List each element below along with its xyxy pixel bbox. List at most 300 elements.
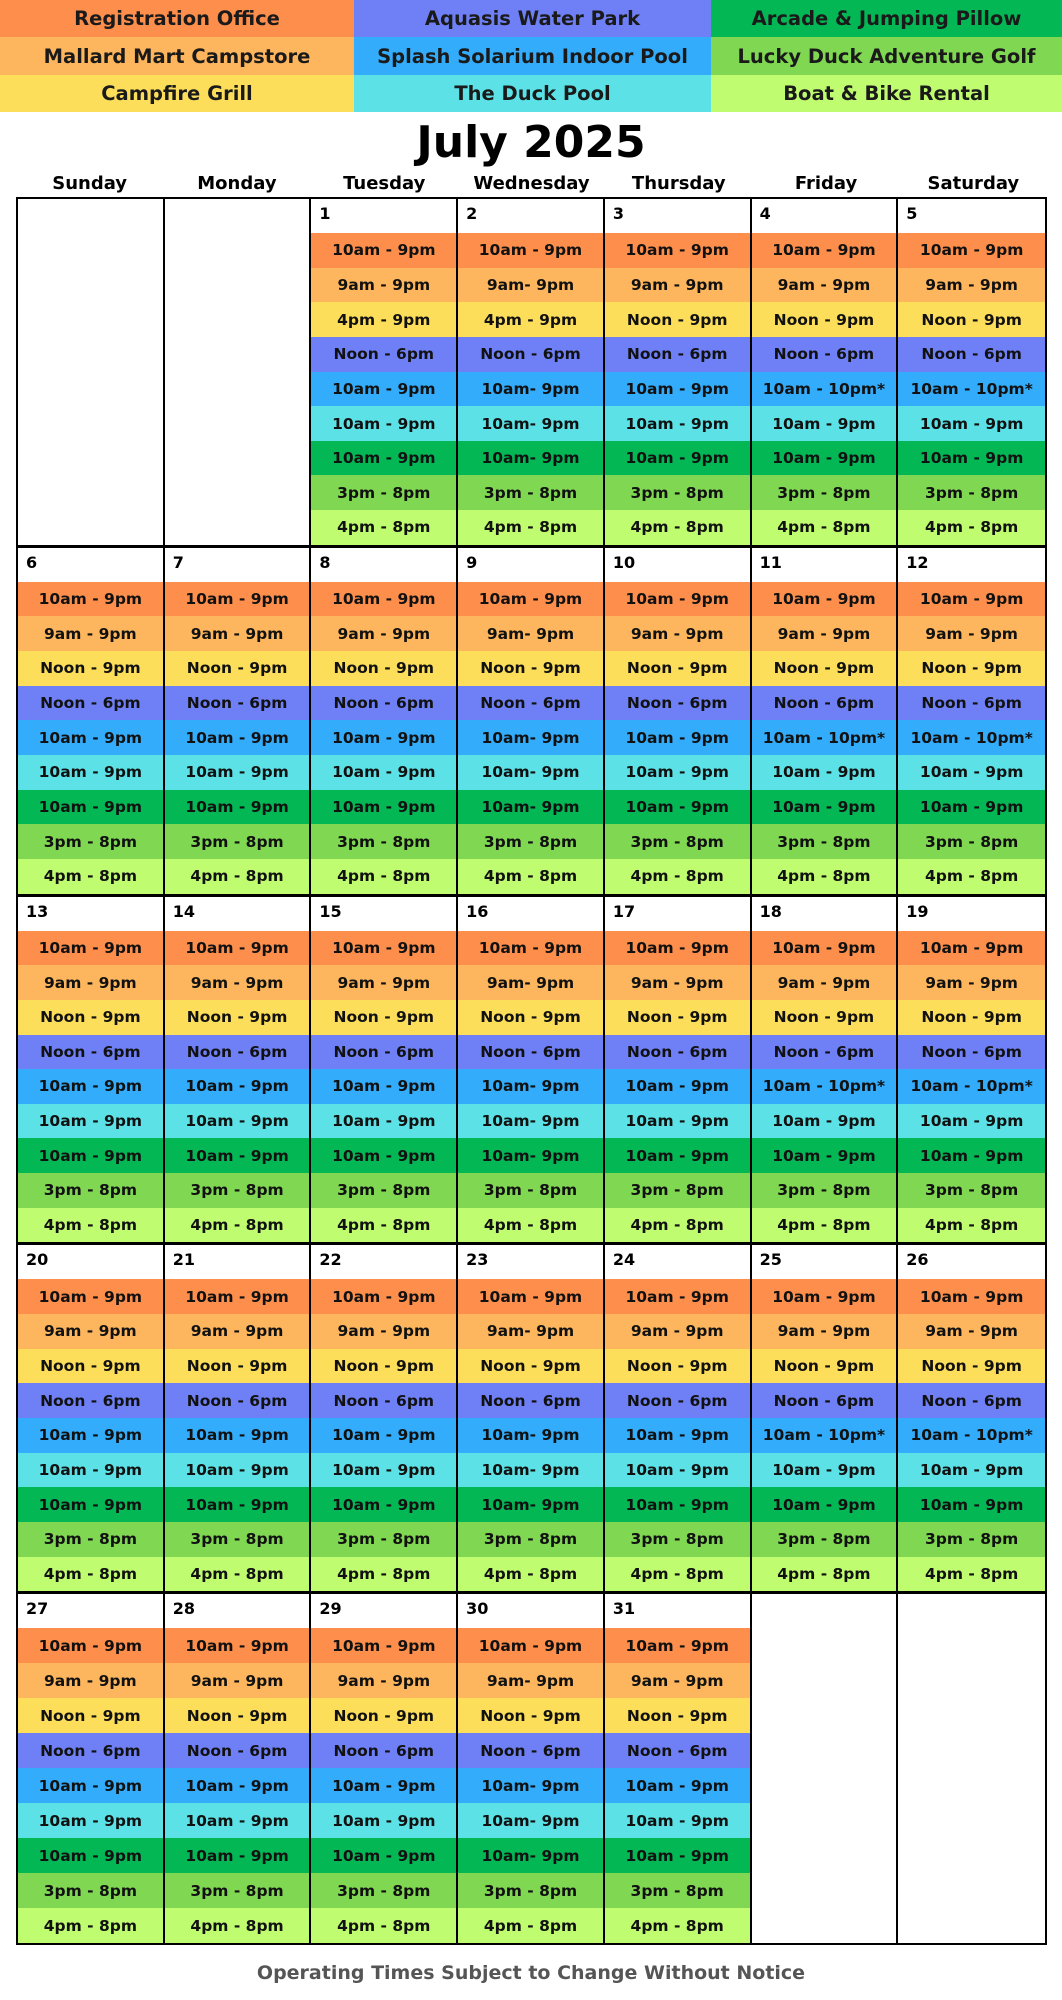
day-cell-6	[18, 548, 165, 897]
hours-slot: 3pm - 8pm	[605, 824, 750, 859]
hours-slot: 3pm - 8pm	[898, 1522, 1045, 1557]
day-cell-5	[898, 199, 1045, 548]
hours-slot: Noon - 9pm	[898, 651, 1045, 686]
hours-slot: 4pm - 8pm	[18, 1557, 163, 1592]
hours-slot: 10am - 9pm	[311, 1628, 456, 1663]
hours-slot: 9am - 9pm	[752, 1314, 897, 1349]
hours-slot: 10am - 9pm	[18, 931, 163, 966]
hours-slot: 3pm - 8pm	[752, 1522, 897, 1557]
day-cell-25	[752, 1245, 899, 1594]
hours-slot: 9am - 9pm	[18, 1314, 163, 1349]
empty-day-cell	[18, 199, 165, 548]
hours-slot: 10am- 9pm	[458, 1453, 603, 1488]
hours-slot: 10am - 9pm	[752, 233, 897, 268]
hours-slot: Noon - 6pm	[165, 686, 310, 721]
legend-item-campfire-grill: Campfire Grill	[0, 75, 354, 112]
hours-slot: Noon - 6pm	[458, 1383, 603, 1418]
hours-slot: 10am - 9pm	[898, 1487, 1045, 1522]
hours-slot: Noon - 9pm	[165, 651, 310, 686]
hours-slot: 4pm - 8pm	[18, 859, 163, 894]
hours-slot: 10am - 9pm	[605, 720, 750, 755]
hours-slot: 10am - 9pm	[311, 1279, 456, 1314]
hours-slot: Noon - 9pm	[311, 1698, 456, 1733]
hours-slot: 10am - 9pm	[18, 1768, 163, 1803]
legend-item-aquasis-water-park: Aquasis Water Park	[354, 0, 711, 37]
day-number: 10	[612, 552, 636, 572]
amenity-legend	[0, 0, 1062, 112]
day-cell-9	[458, 548, 605, 897]
hours-slot: 3pm - 8pm	[165, 1173, 310, 1208]
hours-slot: 10am - 9pm	[898, 406, 1045, 441]
hours-slot: Noon - 9pm	[458, 1000, 603, 1035]
hours-slot: 3pm - 8pm	[18, 1873, 163, 1908]
day-cell-3	[605, 199, 752, 548]
hours-slot: 10am - 9pm	[898, 441, 1045, 476]
hours-slot: Noon - 6pm	[605, 1733, 750, 1768]
empty-day-cell	[165, 199, 312, 548]
day-cell-7	[165, 548, 312, 897]
hours-slot: Noon - 6pm	[898, 337, 1045, 372]
day-cell-17	[605, 897, 752, 1246]
hours-slot: 10am - 9pm	[752, 755, 897, 790]
hours-slot: 10am - 10pm*	[898, 720, 1045, 755]
day-number: 14	[172, 901, 195, 921]
hours-slot: 10am - 9pm	[605, 406, 750, 441]
hours-slot: Noon - 9pm	[605, 1349, 750, 1384]
hours-slot: 4pm - 8pm	[605, 859, 750, 894]
hours-slot: 10am - 9pm	[311, 790, 456, 825]
hours-slot: 3pm - 8pm	[898, 475, 1045, 510]
day-number: 21	[172, 1250, 195, 1270]
hours-slot: 10am - 9pm	[311, 233, 456, 268]
hours-slot: 9am - 9pm	[898, 616, 1045, 651]
hours-slot: Noon - 9pm	[18, 651, 163, 686]
hours-slot: 10am - 9pm	[605, 1104, 750, 1139]
hours-slot: 9am - 9pm	[165, 965, 310, 1000]
hours-slot: 10am- 9pm	[458, 1069, 603, 1104]
day-number: 18	[759, 901, 782, 921]
hours-slot: 4pm - 8pm	[458, 1908, 603, 1943]
hours-slot: 3pm - 8pm	[898, 824, 1045, 859]
day-number: 1	[319, 204, 331, 223]
hours-slot: 10am - 9pm	[311, 441, 456, 476]
hours-slot: 10am- 9pm	[458, 755, 603, 790]
weekday-label: Monday	[197, 173, 277, 194]
hours-slot: 10am - 9pm	[165, 1069, 310, 1104]
hours-slot: 10am- 9pm	[458, 1418, 603, 1453]
hours-slot: 10am - 10pm*	[898, 372, 1045, 407]
hours-slot: Noon - 6pm	[605, 1383, 750, 1418]
hours-slot: Noon - 6pm	[311, 1383, 456, 1418]
hours-slot: 9am - 9pm	[605, 268, 750, 303]
day-number: 2	[466, 204, 478, 223]
hours-slot: 10am - 9pm	[458, 582, 603, 617]
hours-slot: 3pm - 8pm	[18, 1173, 163, 1208]
hours-slot: 4pm - 8pm	[165, 859, 310, 894]
day-number: 15	[319, 901, 342, 921]
hours-slot: 10am - 9pm	[165, 582, 310, 617]
hours-slot: 4pm - 8pm	[605, 1908, 750, 1943]
hours-slot: 4pm - 8pm	[165, 1908, 310, 1943]
hours-slot: 3pm - 8pm	[458, 1873, 603, 1908]
hours-slot: 4pm - 8pm	[605, 1557, 750, 1592]
day-cell-2	[458, 199, 605, 548]
hours-slot: 9am - 9pm	[752, 268, 897, 303]
hours-slot: Noon - 6pm	[752, 1383, 897, 1418]
hours-slot: 3pm - 8pm	[165, 1522, 310, 1557]
hours-slot: 10am - 9pm	[165, 1803, 310, 1838]
hours-slot: Noon - 6pm	[311, 1035, 456, 1070]
day-number: 6	[26, 552, 38, 572]
legend-item-lucky-duck-adventure-golf: Lucky Duck Adventure Golf	[711, 37, 1062, 75]
hours-slot: 10am- 9pm	[458, 720, 603, 755]
hours-slot: 3pm - 8pm	[311, 475, 456, 510]
day-cell-23	[458, 1245, 605, 1594]
hours-slot: 10am- 9pm	[458, 372, 603, 407]
hours-slot: 10am - 9pm	[165, 1628, 310, 1663]
day-number: 24	[612, 1250, 636, 1270]
hours-slot: 10am - 9pm	[18, 1487, 163, 1522]
calendar-grid	[16, 197, 1047, 1945]
hours-slot: 9am - 9pm	[18, 1663, 163, 1698]
day-number: 3	[612, 204, 624, 223]
day-cell-31	[605, 1594, 752, 1943]
hours-slot: 10am - 9pm	[752, 441, 897, 476]
hours-slot: 9am - 9pm	[898, 268, 1045, 303]
day-number: 17	[612, 901, 636, 921]
hours-slot: 9am- 9pm	[458, 965, 603, 1000]
day-number: 16	[466, 901, 489, 921]
hours-slot: 10am - 9pm	[18, 790, 163, 825]
day-cell-11	[752, 548, 899, 897]
hours-slot: 10am - 9pm	[311, 1838, 456, 1873]
weekday-label: Thursday	[631, 173, 726, 194]
hours-slot: 10am - 9pm	[898, 1453, 1045, 1488]
hours-slot: 3pm - 8pm	[165, 1873, 310, 1908]
hours-slot: Noon - 9pm	[752, 1349, 897, 1384]
hours-slot: 10am - 9pm	[311, 931, 456, 966]
day-cell-28	[165, 1594, 312, 1943]
hours-slot: Noon - 6pm	[458, 1035, 603, 1070]
hours-slot: 4pm - 8pm	[311, 1208, 456, 1243]
hours-slot: 10am - 9pm	[311, 1487, 456, 1522]
hours-slot: 10am - 9pm	[18, 1628, 163, 1663]
hours-slot: 10am - 9pm	[458, 233, 603, 268]
hours-slot: 10am - 9pm	[605, 1838, 750, 1873]
hours-slot: 4pm - 8pm	[458, 510, 603, 545]
hours-slot: 10am - 9pm	[605, 1069, 750, 1104]
hours-slot: 4pm - 8pm	[898, 510, 1045, 545]
hours-slot: 10am - 9pm	[165, 1138, 310, 1173]
hours-slot: 10am - 9pm	[18, 1279, 163, 1314]
hours-slot: 4pm - 8pm	[752, 859, 897, 894]
hours-slot: 4pm - 8pm	[752, 510, 897, 545]
hours-slot: 10am - 9pm	[18, 720, 163, 755]
hours-slot: 10am- 9pm	[458, 1487, 603, 1522]
day-number: 20	[26, 1250, 49, 1270]
hours-slot: 9am - 9pm	[311, 965, 456, 1000]
hours-slot: 10am - 9pm	[605, 755, 750, 790]
hours-slot: 10am - 9pm	[752, 1279, 897, 1314]
hours-slot: 10am - 9pm	[752, 931, 897, 966]
hours-slot: 9am - 9pm	[165, 616, 310, 651]
day-cell-10	[605, 548, 752, 897]
hours-slot: 10am - 9pm	[605, 1279, 750, 1314]
hours-slot: 10am - 9pm	[311, 755, 456, 790]
hours-slot: 10am - 9pm	[898, 1104, 1045, 1139]
hours-slot: 9am- 9pm	[458, 616, 603, 651]
hours-slot: Noon - 6pm	[898, 1035, 1045, 1070]
hours-slot: 10am - 10pm*	[752, 1069, 897, 1104]
hours-slot: 9am - 9pm	[18, 965, 163, 1000]
day-number: 9	[466, 552, 478, 572]
hours-slot: Noon - 9pm	[898, 1349, 1045, 1384]
hours-slot: 10am - 10pm*	[898, 1418, 1045, 1453]
weekday-label: Saturday	[927, 173, 1020, 194]
empty-day-cell	[898, 1594, 1045, 1943]
hours-slot: 10am - 9pm	[165, 1768, 310, 1803]
day-cell-21	[165, 1245, 312, 1594]
weekday-header	[16, 172, 1047, 196]
day-cell-19	[898, 897, 1045, 1246]
hours-slot: 9am- 9pm	[458, 268, 603, 303]
hours-slot: 4pm - 8pm	[18, 1908, 163, 1943]
day-number: 28	[172, 1599, 195, 1619]
hours-slot: Noon - 9pm	[605, 1000, 750, 1035]
hours-slot: Noon - 9pm	[898, 302, 1045, 337]
hours-slot: 3pm - 8pm	[605, 1173, 750, 1208]
day-number: 4	[759, 204, 771, 223]
hours-slot: 3pm - 8pm	[752, 824, 897, 859]
hours-slot: Noon - 9pm	[458, 1349, 603, 1384]
hours-slot: 10am- 9pm	[458, 406, 603, 441]
hours-slot: 10am - 10pm*	[752, 372, 897, 407]
hours-slot: 9am - 9pm	[752, 616, 897, 651]
day-cell-8	[311, 548, 458, 897]
hours-slot: 10am - 9pm	[605, 233, 750, 268]
day-number: 22	[319, 1250, 342, 1270]
hours-slot: Noon - 9pm	[18, 1698, 163, 1733]
hours-slot: 10am - 9pm	[458, 1628, 603, 1663]
day-number: 13	[26, 901, 49, 921]
hours-slot: 10am - 9pm	[311, 1069, 456, 1104]
day-number: 25	[759, 1250, 782, 1270]
hours-slot: 10am - 9pm	[165, 1487, 310, 1522]
day-cell-24	[605, 1245, 752, 1594]
hours-slot: 10am - 9pm	[311, 1138, 456, 1173]
hours-slot: 10am - 9pm	[752, 1138, 897, 1173]
hours-slot: Noon - 6pm	[752, 686, 897, 721]
hours-slot: 10am - 10pm*	[898, 1069, 1045, 1104]
hours-slot: Noon - 9pm	[311, 1000, 456, 1035]
hours-slot: 4pm - 8pm	[898, 859, 1045, 894]
hours-slot: 9am - 9pm	[311, 616, 456, 651]
hours-slot: 10am - 9pm	[311, 720, 456, 755]
hours-slot: Noon - 6pm	[311, 1733, 456, 1768]
day-cell-20	[18, 1245, 165, 1594]
hours-slot: 10am - 9pm	[18, 1104, 163, 1139]
hours-slot: 10am - 9pm	[311, 582, 456, 617]
hours-slot: 10am - 9pm	[18, 1453, 163, 1488]
hours-slot: Noon - 9pm	[752, 651, 897, 686]
legend-item-mallard-mart-campstore: Mallard Mart Campstore	[0, 37, 354, 75]
hours-slot: Noon - 6pm	[605, 1035, 750, 1070]
hours-slot: 10am - 9pm	[752, 582, 897, 617]
hours-slot: Noon - 9pm	[605, 1698, 750, 1733]
hours-slot: Noon - 6pm	[165, 1733, 310, 1768]
hours-slot: 3pm - 8pm	[165, 824, 310, 859]
hours-slot: 3pm - 8pm	[605, 475, 750, 510]
hours-slot: 9am - 9pm	[165, 1314, 310, 1349]
day-cell-14	[165, 897, 312, 1246]
hours-slot: 4pm - 8pm	[165, 1557, 310, 1592]
hours-slot: Noon - 9pm	[458, 1698, 603, 1733]
hours-slot: 9am - 9pm	[311, 268, 456, 303]
legend-item-registration-office: Registration Office	[0, 0, 354, 37]
hours-slot: 4pm - 8pm	[311, 510, 456, 545]
hours-slot: 4pm - 8pm	[752, 1208, 897, 1243]
day-number: 7	[172, 552, 184, 572]
hours-slot: 9am - 9pm	[311, 1314, 456, 1349]
hours-slot: 4pm - 8pm	[752, 1557, 897, 1592]
hours-slot: Noon - 6pm	[898, 686, 1045, 721]
hours-slot: 10am - 9pm	[898, 1279, 1045, 1314]
hours-slot: 10am- 9pm	[458, 1838, 603, 1873]
legend-item-arcade-jumping-pillow: Arcade & Jumping Pillow	[711, 0, 1062, 37]
hours-slot: 10am- 9pm	[458, 790, 603, 825]
hours-slot: 10am - 9pm	[18, 755, 163, 790]
hours-slot: 10am- 9pm	[458, 1104, 603, 1139]
day-number: 31	[612, 1599, 636, 1619]
weekday-label: Wednesday	[473, 173, 590, 194]
hours-slot: 10am - 9pm	[898, 1138, 1045, 1173]
hours-slot: 10am - 9pm	[898, 755, 1045, 790]
day-cell-30	[458, 1594, 605, 1943]
hours-slot: 10am - 9pm	[605, 582, 750, 617]
legend-item-boat-bike-rental: Boat & Bike Rental	[711, 75, 1062, 112]
day-cell-13	[18, 897, 165, 1246]
hours-slot: 3pm - 8pm	[311, 1522, 456, 1557]
hours-slot: 10am - 9pm	[605, 931, 750, 966]
hours-slot: 9am - 9pm	[18, 616, 163, 651]
day-cell-26	[898, 1245, 1045, 1594]
hours-slot: 10am - 9pm	[18, 1418, 163, 1453]
hours-slot: 9am - 9pm	[311, 1663, 456, 1698]
hours-slot: 10am - 9pm	[18, 582, 163, 617]
hours-slot: Noon - 9pm	[165, 1349, 310, 1384]
hours-slot: 4pm - 9pm	[311, 302, 456, 337]
hours-slot: 4pm - 9pm	[458, 302, 603, 337]
hours-slot: 3pm - 8pm	[18, 824, 163, 859]
hours-slot: 10am - 9pm	[165, 1838, 310, 1873]
hours-slot: 10am - 9pm	[605, 1803, 750, 1838]
hours-slot: 10am- 9pm	[458, 441, 603, 476]
hours-slot: Noon - 9pm	[165, 1698, 310, 1733]
hours-slot: 10am- 9pm	[458, 1803, 603, 1838]
hours-slot: 10am - 9pm	[752, 790, 897, 825]
hours-slot: Noon - 6pm	[18, 1733, 163, 1768]
hours-slot: Noon - 6pm	[165, 1035, 310, 1070]
day-cell-1	[311, 199, 458, 548]
day-number: 30	[466, 1599, 489, 1619]
hours-slot: 10am - 9pm	[165, 755, 310, 790]
hours-slot: Noon - 9pm	[605, 302, 750, 337]
hours-slot: 10am - 9pm	[605, 441, 750, 476]
hours-slot: 9am - 9pm	[605, 965, 750, 1000]
day-cell-27	[18, 1594, 165, 1943]
hours-slot: Noon - 9pm	[752, 302, 897, 337]
legend-item-the-duck-pool: The Duck Pool	[354, 75, 711, 112]
hours-slot: Noon - 6pm	[605, 686, 750, 721]
hours-slot: 10am - 9pm	[18, 1803, 163, 1838]
hours-slot: Noon - 9pm	[605, 651, 750, 686]
hours-slot: 3pm - 8pm	[311, 1873, 456, 1908]
page-title: July 2025	[416, 117, 646, 168]
day-cell-15	[311, 897, 458, 1246]
hours-slot: 3pm - 8pm	[458, 1522, 603, 1557]
hours-slot: 10am - 9pm	[752, 406, 897, 441]
hours-slot: 10am - 9pm	[18, 1138, 163, 1173]
day-cell-22	[311, 1245, 458, 1594]
hours-slot: 10am - 9pm	[605, 1418, 750, 1453]
hours-slot: Noon - 6pm	[458, 686, 603, 721]
hours-slot: 4pm - 8pm	[898, 1208, 1045, 1243]
weekday-label: Sunday	[52, 173, 128, 194]
hours-slot: 9am- 9pm	[458, 1314, 603, 1349]
day-cell-16	[458, 897, 605, 1246]
hours-slot: 10am - 9pm	[165, 931, 310, 966]
day-number: 8	[319, 552, 331, 572]
hours-slot: 4pm - 8pm	[605, 510, 750, 545]
hours-slot: 10am - 9pm	[165, 1453, 310, 1488]
hours-slot: Noon - 6pm	[458, 337, 603, 372]
hours-slot: 9am - 9pm	[605, 1663, 750, 1698]
hours-slot: 10am - 9pm	[18, 1069, 163, 1104]
hours-slot: 3pm - 8pm	[458, 1173, 603, 1208]
hours-slot: 3pm - 8pm	[752, 475, 897, 510]
day-number: 11	[759, 552, 782, 572]
hours-slot: Noon - 6pm	[458, 1733, 603, 1768]
hours-slot: Noon - 6pm	[165, 1383, 310, 1418]
hours-slot: 9am - 9pm	[752, 965, 897, 1000]
hours-slot: 10am - 9pm	[605, 1138, 750, 1173]
hours-slot: 10am - 9pm	[165, 1418, 310, 1453]
hours-slot: 10am - 9pm	[898, 931, 1045, 966]
day-cell-12	[898, 548, 1045, 897]
hours-slot: 3pm - 8pm	[605, 1873, 750, 1908]
hours-slot: 10am - 9pm	[605, 1768, 750, 1803]
hours-slot: 4pm - 8pm	[165, 1208, 310, 1243]
hours-slot: 10am - 9pm	[165, 790, 310, 825]
hours-slot: 3pm - 8pm	[605, 1522, 750, 1557]
hours-slot: 10am - 9pm	[165, 720, 310, 755]
hours-slot: 10am - 9pm	[165, 1279, 310, 1314]
hours-slot: 9am - 9pm	[165, 1663, 310, 1698]
hours-slot: Noon - 9pm	[458, 651, 603, 686]
hours-slot: 10am - 9pm	[311, 406, 456, 441]
hours-slot: 4pm - 8pm	[311, 1908, 456, 1943]
hours-slot: 10am- 9pm	[458, 1138, 603, 1173]
hours-slot: Noon - 9pm	[898, 1000, 1045, 1035]
legend-item-splash-solarium-indoor-pool: Splash Solarium Indoor Pool	[354, 37, 711, 75]
hours-slot: 10am - 9pm	[311, 1768, 456, 1803]
hours-slot: 4pm - 8pm	[18, 1208, 163, 1243]
hours-slot: 10am - 9pm	[458, 931, 603, 966]
day-number: 12	[906, 552, 929, 572]
hours-slot: 9am- 9pm	[458, 1663, 603, 1698]
hours-slot: 10am - 9pm	[605, 372, 750, 407]
hours-slot: 3pm - 8pm	[311, 1173, 456, 1208]
